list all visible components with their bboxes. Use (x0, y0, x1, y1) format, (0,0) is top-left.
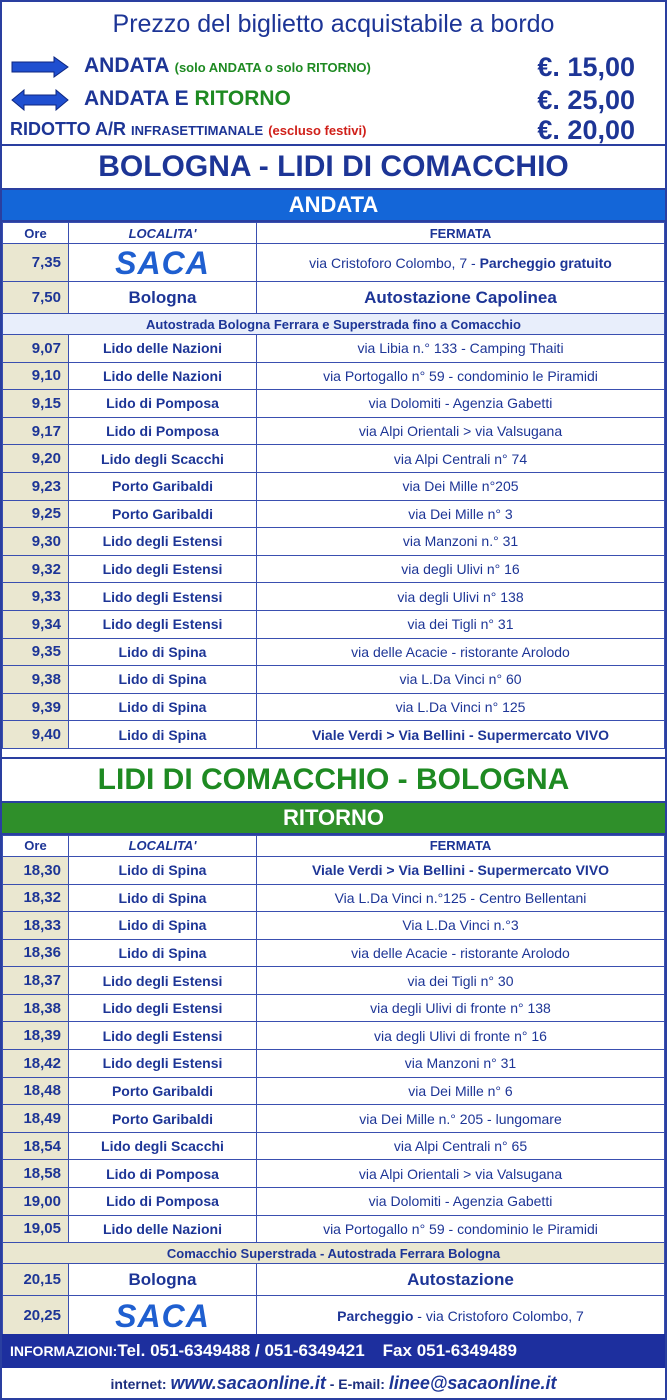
time-cell: 9,39 (3, 693, 69, 721)
loc-cell: Lido degli Estensi (69, 1050, 257, 1078)
time-cell: 9,30 (3, 528, 69, 556)
table-row (3, 1160, 665, 1188)
time-cell: 9,07 (3, 335, 69, 363)
info-bar (2, 1334, 665, 1368)
saca-logo-text: SACA (115, 1297, 210, 1334)
stop-cell: via Portogallo n° 59 - condominio le Piramidi (257, 362, 665, 390)
table-row (3, 666, 665, 694)
stop-address: via Cristoforo Colombo, 7 - (309, 254, 480, 271)
table-row (3, 1264, 665, 1296)
stop-cell: via degli Ulivi n° 138 (257, 583, 665, 611)
table-row (3, 583, 665, 611)
loc-cell: Lido di Pomposa (69, 1188, 257, 1216)
stop-cell: via degli Ulivi di fronte n° 16 (257, 1022, 665, 1050)
reduced-label: RIDOTTO A/R (10, 119, 126, 139)
loc-cell: Lido di Spina (69, 939, 257, 967)
saca-logo (69, 244, 257, 282)
inbound-title: LIDI DI COMACCHIO - BOLOGNA (2, 757, 665, 803)
header-loc: LOCALITA' (69, 223, 257, 244)
time-cell: 9,40 (3, 721, 69, 749)
time-cell: 7,50 (3, 282, 69, 314)
time-cell: 18,54 (3, 1132, 69, 1160)
table-row (3, 1215, 665, 1243)
stop-cell: via Dei Mille n°205 (257, 472, 665, 500)
time-cell: 9,35 (3, 638, 69, 666)
loc-cell: Porto Garibaldi (69, 1077, 257, 1105)
loc-cell: Lido delle Nazioni (69, 335, 257, 363)
table-row (3, 721, 665, 749)
loc-cell: Bologna (69, 1264, 257, 1296)
table-row (3, 282, 665, 314)
table-row (3, 1050, 665, 1078)
stop-cell: via Alpi Orientali > via Valsugana (257, 1160, 665, 1188)
stop-cell: via degli Ulivi di fronte n° 138 (257, 994, 665, 1022)
stop-cell: via dei Tigli n° 31 (257, 610, 665, 638)
price-row-one-way (10, 52, 635, 80)
reduced-price: €. 20,00 (537, 115, 635, 145)
one-way-note: (solo ANDATA o solo RITORNO) (174, 60, 371, 75)
time-cell: 20,25 (3, 1296, 69, 1336)
table-row (3, 939, 665, 967)
loc-cell: Lido di Spina (69, 856, 257, 884)
email-label: - E-mail: (329, 1376, 385, 1392)
time-cell: 9,25 (3, 500, 69, 528)
table-row (3, 610, 665, 638)
time-cell: 18,39 (3, 1022, 69, 1050)
stop-cell: via Manzoni n° 31 (257, 1050, 665, 1078)
outbound-banner: ANDATA (2, 190, 665, 222)
stop-cell: Autostazione (257, 1264, 665, 1296)
stop-cell: via Dolomiti - Agenzia Gabetti (257, 390, 665, 418)
stop-cell: via delle Acacie - ristorante Arolodo (257, 939, 665, 967)
loc-cell: Lido degli Estensi (69, 528, 257, 556)
time-cell: 7,35 (3, 244, 69, 282)
table-row (3, 244, 665, 282)
table-row (3, 417, 665, 445)
table-row (3, 472, 665, 500)
inbound-banner: RITORNO (2, 803, 665, 835)
stop-address: - via Cristoforo Colombo, 7 (413, 1307, 584, 1324)
reduced-sub: INFRASETTIMANALE (131, 123, 264, 138)
stop-cell: via Portogallo n° 59 - condominio le Piramidi (257, 1215, 665, 1243)
loc-cell: Lido di Spina (69, 912, 257, 940)
saca-logo-text: SACA (115, 244, 210, 281)
time-cell: 9,32 (3, 555, 69, 583)
table-row (3, 1188, 665, 1216)
stop-cell: Via L.Da Vinci n.°125 - Centro Bellentani (257, 884, 665, 912)
table-row (3, 1105, 665, 1133)
stop-cell: Autostazione Capolinea (257, 282, 665, 314)
table-row (3, 445, 665, 473)
header-loc: LOCALITA' (69, 835, 257, 856)
loc-cell: Bologna (69, 282, 257, 314)
time-cell: 18,58 (3, 1160, 69, 1188)
loc-cell: Lido degli Estensi (69, 610, 257, 638)
one-way-label: ANDATA (84, 54, 169, 77)
outbound-title: BOLOGNA - LIDI DI COMACCHIO (2, 146, 665, 190)
time-cell: 19,00 (3, 1188, 69, 1216)
time-cell: 9,38 (3, 666, 69, 694)
stop-cell: via Alpi Centrali n° 65 (257, 1132, 665, 1160)
time-cell: 9,17 (3, 417, 69, 445)
time-cell: 18,37 (3, 967, 69, 995)
header-stop: FERMATA (257, 835, 665, 856)
stop-cell (257, 1296, 665, 1336)
stop-cell: Viale Verdi > Via Bellini - Supermercato VIVO (257, 856, 665, 884)
stop-cell: via Dei Mille n.° 205 - lungomare (257, 1105, 665, 1133)
outbound-table (2, 222, 665, 749)
time-cell: 9,34 (3, 610, 69, 638)
time-cell: 20,15 (3, 1264, 69, 1296)
loc-cell: Lido degli Estensi (69, 555, 257, 583)
time-cell: 18,38 (3, 994, 69, 1022)
reduced-note: (escluso festivi) (268, 123, 367, 138)
inbound-table (2, 835, 665, 1336)
loc-cell: Lido degli Estensi (69, 583, 257, 611)
web-bar (2, 1368, 665, 1398)
price-section (2, 2, 665, 146)
loc-cell: Lido degli Scacchi (69, 445, 257, 473)
return-price: €. 25,00 (537, 85, 635, 115)
fax-number: Fax 051-6349489 (382, 1341, 517, 1360)
table-row (3, 1296, 665, 1336)
time-cell: 9,15 (3, 390, 69, 418)
stop-cell: via Alpi Centrali n° 74 (257, 445, 665, 473)
loc-cell: Lido di Spina (69, 721, 257, 749)
table-row (3, 693, 665, 721)
double-arrow-icon (10, 89, 70, 111)
one-way-price: €. 15,00 (537, 52, 635, 82)
table-row (3, 912, 665, 940)
table-row (3, 967, 665, 995)
stop-cell: via Dolomiti - Agenzia Gabetti (257, 1188, 665, 1216)
stop-cell: Viale Verdi > Via Bellini - Supermercato VIVO (257, 721, 665, 749)
loc-cell: Lido di Pomposa (69, 417, 257, 445)
time-cell: 18,32 (3, 884, 69, 912)
return-label-green: RITORNO (194, 87, 291, 110)
header-time: Ore (3, 223, 69, 244)
stop-cell: via L.Da Vinci n° 125 (257, 693, 665, 721)
internet-label: internet: (110, 1376, 167, 1392)
stop-cell: via Manzoni n.° 31 (257, 528, 665, 556)
loc-cell: Lido delle Nazioni (69, 362, 257, 390)
header-time: Ore (3, 835, 69, 856)
loc-cell: Lido delle Nazioni (69, 1215, 257, 1243)
table-row (3, 994, 665, 1022)
stop-cell (257, 244, 665, 282)
table-row (3, 1132, 665, 1160)
time-cell: 9,20 (3, 445, 69, 473)
loc-cell: Lido degli Estensi (69, 967, 257, 995)
table-row (3, 335, 665, 363)
stop-cell: via dei Tigli n° 30 (257, 967, 665, 995)
stop-cell: Via L.Da Vinci n.°3 (257, 912, 665, 940)
time-cell: 18,36 (3, 939, 69, 967)
table-row (3, 638, 665, 666)
loc-cell: Lido di Pomposa (69, 1160, 257, 1188)
loc-cell: Lido di Spina (69, 666, 257, 694)
route-note: Comacchio Superstrada - Autostrada Ferrara Bologna (3, 1243, 665, 1264)
time-cell: 18,30 (3, 856, 69, 884)
info-label: INFORMAZIONI: (10, 1343, 118, 1359)
loc-cell: Porto Garibaldi (69, 500, 257, 528)
table-row (3, 528, 665, 556)
price-row-reduced (10, 115, 635, 143)
price-title: Prezzo del biglietto acquistabile a bordo (112, 10, 555, 38)
time-cell: 9,23 (3, 472, 69, 500)
table-row (3, 856, 665, 884)
loc-cell: Lido di Spina (69, 638, 257, 666)
loc-cell: Lido di Spina (69, 693, 257, 721)
stop-parking: Parcheggio (337, 1307, 414, 1324)
loc-cell: Lido degli Estensi (69, 994, 257, 1022)
stop-cell: via L.Da Vinci n° 60 (257, 666, 665, 694)
table-row (3, 1077, 665, 1105)
stop-cell: via delle Acacie - ristorante Arolodo (257, 638, 665, 666)
time-cell: 9,10 (3, 362, 69, 390)
loc-cell: Lido degli Scacchi (69, 1132, 257, 1160)
saca-logo (69, 1296, 257, 1336)
stop-cell: via Dei Mille n° 3 (257, 500, 665, 528)
route-note: Autostrada Bologna Ferrara e Superstrada fino a Comacchio (3, 314, 665, 335)
time-cell: 9,33 (3, 583, 69, 611)
time-cell: 18,42 (3, 1050, 69, 1078)
phone-numbers[interactable]: Tel. 051-6349488 / 051-6349421 (117, 1341, 365, 1360)
header-stop: FERMATA (257, 223, 665, 244)
stop-cell: via Alpi Orientali > via Valsugana (257, 417, 665, 445)
stop-parking: Parcheggio gratuito (479, 254, 612, 271)
time-cell: 18,33 (3, 912, 69, 940)
loc-cell: Porto Garibaldi (69, 1105, 257, 1133)
table-row (3, 884, 665, 912)
loc-cell: Lido degli Estensi (69, 1022, 257, 1050)
loc-cell: Porto Garibaldi (69, 472, 257, 500)
time-cell: 19,05 (3, 1215, 69, 1243)
table-row (3, 500, 665, 528)
return-label: ANDATA E (84, 87, 195, 110)
time-cell: 18,48 (3, 1077, 69, 1105)
loc-cell: Lido di Spina (69, 884, 257, 912)
stop-cell: via Libia n.° 133 - Camping Thaiti (257, 335, 665, 363)
table-row (3, 555, 665, 583)
stop-cell: via degli Ulivi n° 16 (257, 555, 665, 583)
table-row (3, 362, 665, 390)
email-link[interactable]: linee@sacaonline.it (388, 1373, 557, 1393)
time-cell: 18,49 (3, 1105, 69, 1133)
right-arrow-icon (10, 56, 70, 78)
stop-cell: via Dei Mille n° 6 (257, 1077, 665, 1105)
loc-cell: Lido di Pomposa (69, 390, 257, 418)
website-link[interactable]: www.sacaonline.it (170, 1373, 326, 1393)
table-row (3, 390, 665, 418)
table-row (3, 1022, 665, 1050)
price-row-return (10, 85, 635, 113)
